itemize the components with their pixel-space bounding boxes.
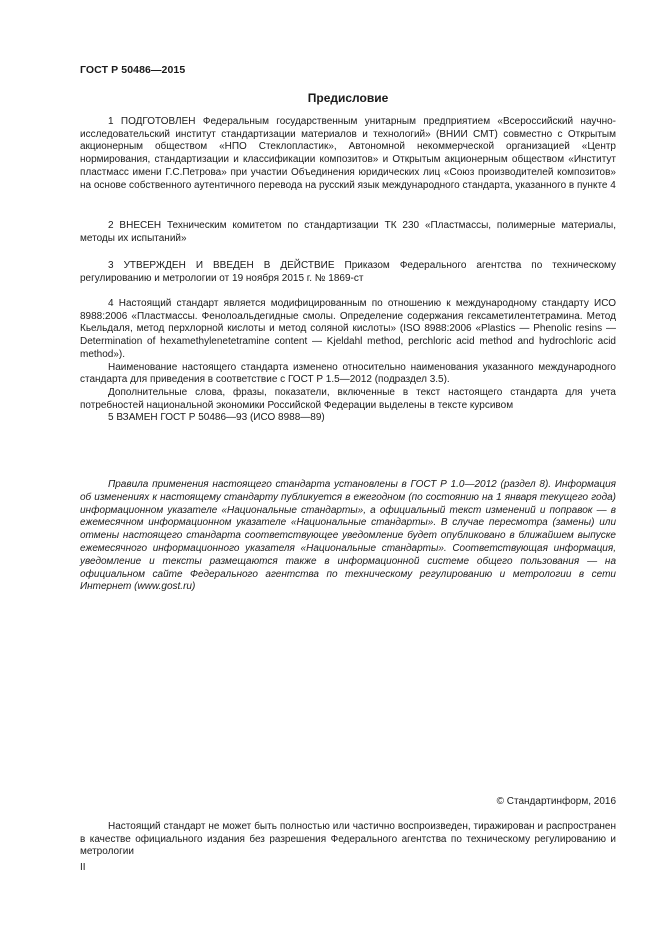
page-number: II — [80, 862, 86, 873]
foreword-item-2: 2 ВНЕСЕН Техническим комитетом по стандартизации ТК 230 «Пластмассы, полимерные материалы, методы их испытаний» — [80, 220, 616, 244]
reproduction-notice: Настоящий стандарт не может быть полностью или частично воспроизведен, тиражирован и распространен в качестве официального издания без разрешения Федерального агентства по техническому регулированию и метрологии — [80, 821, 616, 858]
foreword-item-3: 3 УТВЕРЖДЕН И ВВЕДЕН В ДЕЙСТВИЕ Приказом Федерального агентства по техническому регулированию и метрологии от 19 ноября 2015 г. № 1869-ст — [80, 260, 616, 284]
foreword-item-5: 5 ВЗАМЕН ГОСТ Р 50486—93 (ИСО 8988—89) — [108, 412, 325, 423]
standard-identifier: ГОСТ Р 50486—2015 — [80, 64, 186, 76]
copyright: © Стандартинформ, 2016 — [496, 796, 616, 807]
foreword-item-5-block — [80, 412, 616, 425]
foreword-item-4: 4 Настоящий стандарт является модифицированным по отношению к международному стандарту ИСО 8988:2006 «Пластмассы. Фенолоальдегидные смолы. Определение содержания гексаметилентетрамина. Метод Кьельдаля, метод перхлорной кислоты и метод соляной кислоты» (ISO 8988:2006 «Plastics — Phenolic resins — Determination of hexamethylenetetramine content — Kjeldahl method, perchloric acid method and hydrochloric acid method»). — [80, 298, 616, 360]
foreword-item-4-italic-note: Дополнительные слова, фразы, показатели, включенные в текст настоящего стандарта для учета потребностей национальной экономики Российской Федерации выделены в тексте курсивом — [80, 386, 616, 411]
foreword-item-4-name-note: Наименование настоящего стандарта изменено относительно наименования указанного международного стандарта для приведения в соответствие с ГОСТ Р 1.5—2012 (подраздел 3.5). — [80, 361, 616, 386]
foreword-item-2-block — [80, 220, 616, 245]
foreword-item-1: 1 ПОДГОТОВЛЕН Федеральным государственным унитарным предприятием «Всероссийский научно-исследовательский институт стандартизации материалов и технологий» (ВНИИ СМТ) совместно с Открытым акционерным обществом «НПО Стеклопластик», Автономной некоммерческой организацией «Центр нормирования, стандартизации и классификации композитов» и Открытым акционерным обществом «Институт пластмасс имени Г.С.Петрова» при участии Объединения юридических лиц «Союз производителей композитов» на основе собственного аутентичного перевода на русский язык международного стандарта, указанного в пункте 4 — [80, 116, 616, 191]
foreword-item-1-block — [80, 116, 616, 192]
foreword-item-4-block — [80, 298, 616, 412]
foreword-item-3-block — [80, 260, 616, 285]
section-title: Предисловие — [307, 91, 389, 105]
rules-note: Правила применения настоящего стандарта установлены в ГОСТ Р 1.0—2012 (раздел 8). Информация об изменениях к настоящему стандарту публикуется в ежегодном (по состоянию на 1 января текущего года) информационном указателе «Национальные стандарты», а официальный текст изменений и поправок — в ежемесячном информационном указателе «Национальные стандарты». В случае пересмотра (замены) или отмены настоящего стандарта соответствующее уведомление будет опубликовано в ближайшем выпуске ежемесячного информационного указателя «Национальные стандарты». Соответствующая информация, уведомление и тексты размещаются также в информационной системе общего пользования — на официальном сайте Федерального агентства по техническому регулированию и метрологии в сети Интернет (www.gost.ru) — [80, 479, 616, 593]
